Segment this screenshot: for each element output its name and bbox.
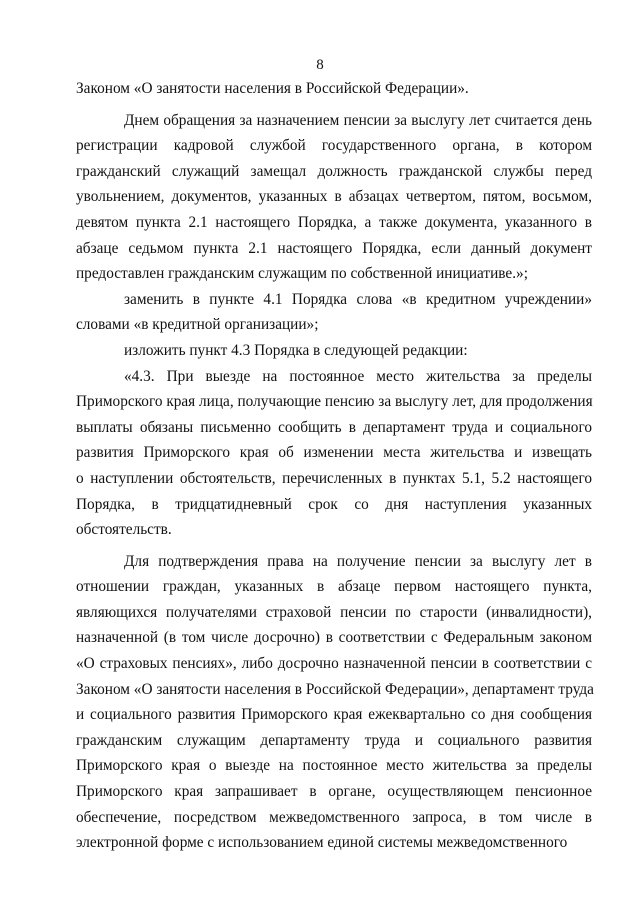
page-number: 8 (316, 57, 324, 73)
text-line: Для подтверждения права на получение пенсии за выслугу лет в (124, 552, 592, 570)
paragraph-p2 (76, 287, 592, 338)
text-line: назначенной (в том числе досрочно) в соответствии с Федеральным законом (76, 629, 592, 647)
text-line: заменить в пункте 4.1 Порядка слова «в кредитном учреждении» (124, 290, 592, 308)
paragraph-p0 (76, 76, 592, 102)
text-line: Приморского края запрашивает в органе, осуществляющем пенсионное (76, 783, 592, 801)
text-line: о наступлении обстоятельств, перечисленных в пунктах 5.1, 5.2 настоящего (76, 469, 592, 487)
text-line: словами «в кредитной организации»; (76, 316, 319, 334)
paragraph-p4 (76, 364, 592, 543)
text-line: выплаты обязаны письменно сообщить в департамент труда и социального (76, 418, 592, 436)
text-line: и социального развития Приморского края ежеквартально со дня сообщения (76, 706, 592, 724)
text-line: Порядка, в тридцатидневный срок со дня наступления указанных (76, 495, 592, 513)
text-line: являющихся получателями страховой пенсии по старости (инвалидности), (76, 603, 592, 621)
paragraph-p3 (76, 338, 592, 364)
text-line: Законом «О занятости населения в Российской Федерации», департамент труда (76, 680, 594, 698)
text-line: изложить пункт 4.3 Порядка в следующей редакции: (124, 341, 468, 359)
text-line: Днем обращения за назначением пенсии за выслугу лет считается день (124, 111, 592, 129)
paragraph-p1 (76, 108, 592, 287)
text-line: девятом пункта 2.1 настоящего Порядка, а также документа, указанного в (76, 213, 592, 231)
document-body (76, 76, 592, 856)
text-line: Законом «О занятости населения в Российской Федерации». (76, 80, 469, 97)
text-line: электронной форме с использованием единой системы межведомственного (76, 834, 568, 852)
text-line: абзаце седьмом пункта 2.1 настоящего Порядка, если данный документ (76, 239, 592, 257)
text-line: «О страховых пенсиях», либо досрочно назначенной пенсии в соответствии с (76, 655, 592, 673)
text-line: гражданским служащим департаменту труда и социального развития (76, 731, 592, 749)
paragraph-p5 (76, 549, 592, 856)
text-line: обстоятельств. (76, 521, 172, 539)
text-line: «4.3. При выезде на постоянное место жительства за пределы (124, 367, 592, 385)
text-line: отношении граждан, указанных в абзаце первом настоящего пункта, (76, 578, 592, 596)
text-line: регистрации кадровой службой государственного органа, в котором (76, 137, 592, 155)
text-line: увольнением, документов, указанных в абзацах четвертом, пятом, восьмом, (76, 188, 592, 206)
text-line: предоставлен гражданским служащим по собственной инициативе.»; (76, 265, 528, 283)
text-line: развития Приморского края об изменении места жительства и извещать (76, 444, 592, 462)
text-line: гражданский служащий замещал должность гражданской службы перед (76, 162, 592, 180)
text-line: обеспечение, посредством межведомственного запроса, в том числе в (76, 808, 592, 826)
text-line: Приморского края лица, получающие пенсию за выслугу лет, для продолжения (76, 393, 593, 411)
text-line: Приморского края о выезде на постоянное место жительства за пределы (76, 757, 592, 775)
